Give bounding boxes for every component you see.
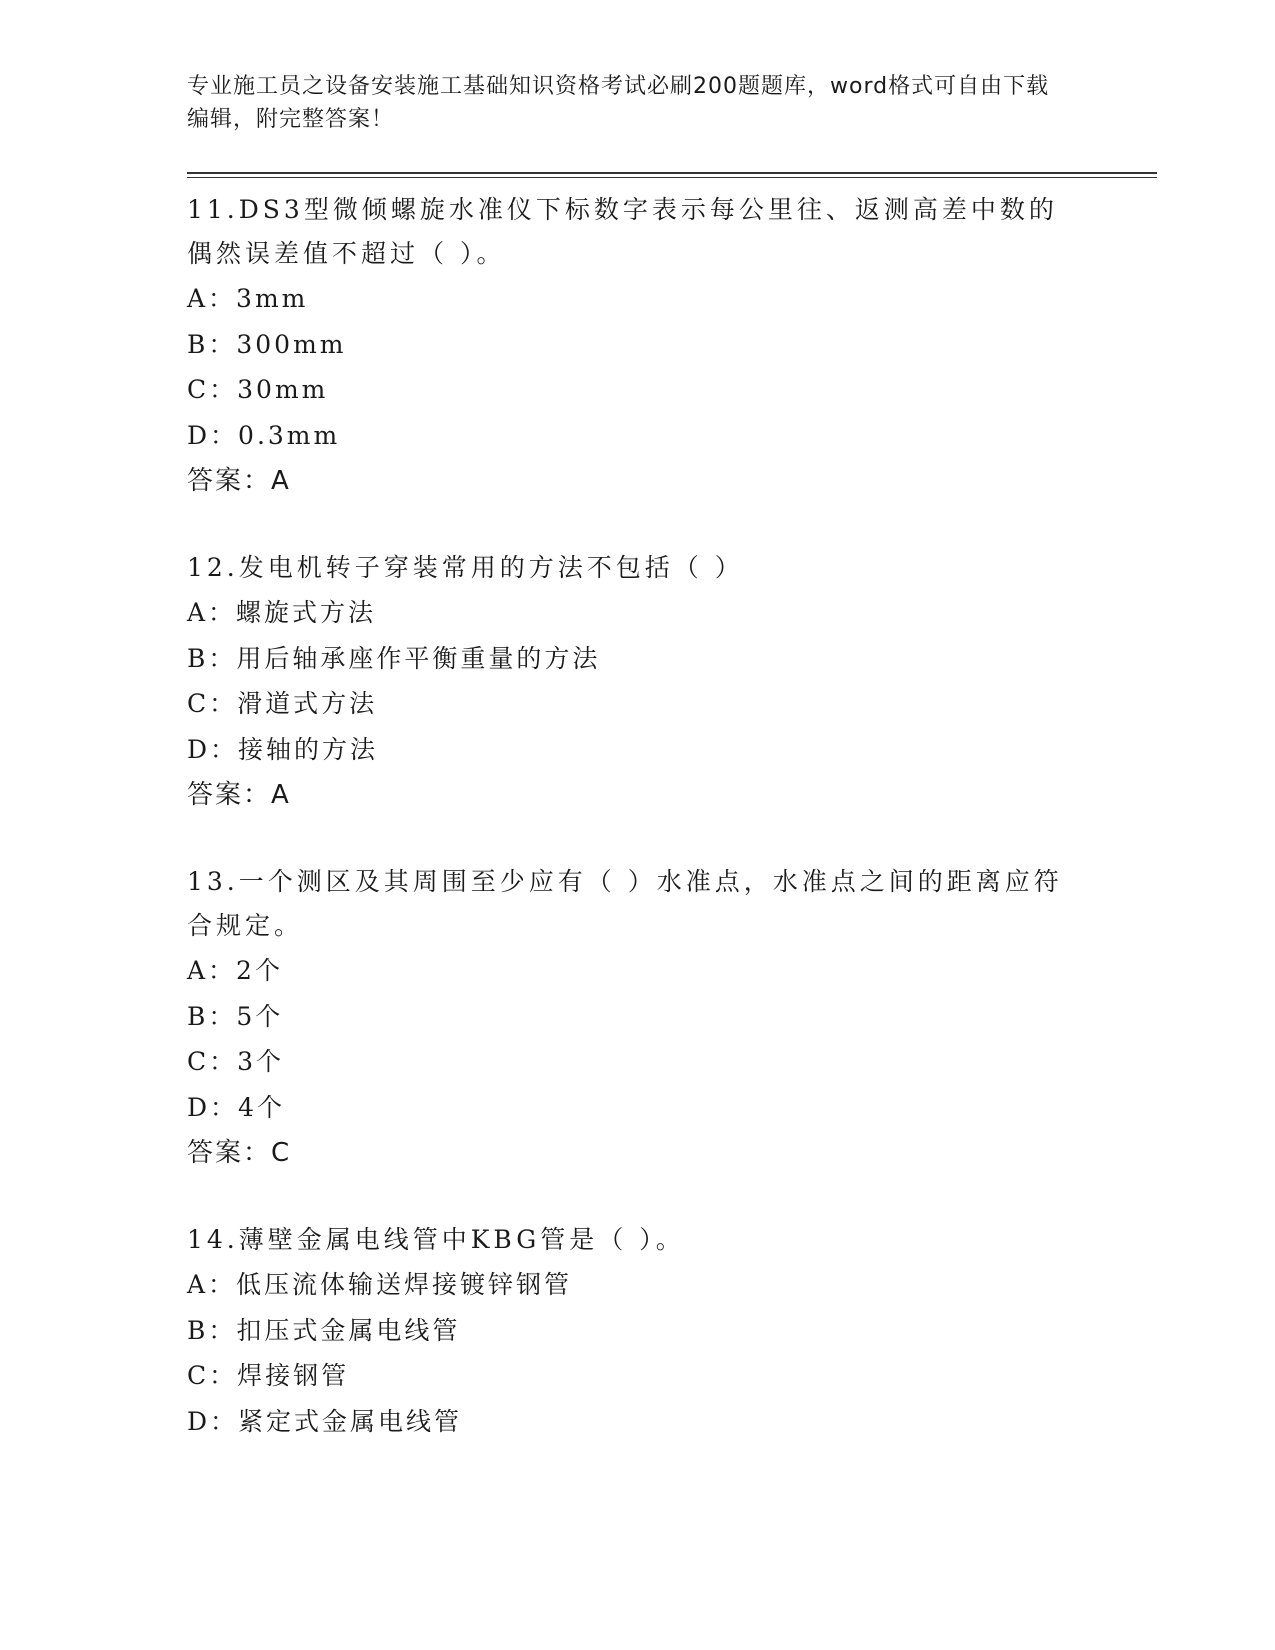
answer: 答案：C (187, 1138, 292, 1168)
question-stem: 13.一个测区及其周围至少应有（ ）水准点，水准点之间的距离应符合规定。 (187, 867, 1063, 940)
option-c: C：30mm (187, 375, 329, 404)
option-d: D：4个 (187, 1092, 285, 1122)
option-b: B：用后轴承座作平衡重量的方法 (187, 643, 601, 673)
question-13 (187, 860, 1157, 1176)
answer: 答案：A (187, 780, 291, 810)
question-stem: 14.薄壁金属电线管中KBG管是（ ）。 (187, 1225, 685, 1254)
option-c: C：3个 (187, 1047, 285, 1076)
question-11 (187, 188, 1157, 504)
option-c: C：焊接钢管 (187, 1361, 350, 1390)
option-c: C：滑道式方法 (187, 689, 378, 718)
option-d: D：接轴的方法 (187, 734, 379, 764)
option-a: A：螺旋式方法 (187, 598, 377, 627)
option-a: A：3mm (187, 284, 309, 313)
answer: 答案：A (187, 466, 291, 496)
question-14 (187, 1218, 1157, 1444)
option-a: A：2个 (187, 956, 283, 985)
question-stem: 12.发电机转子穿装常用的方法不包括（ ） (187, 553, 744, 582)
document-page (187, 70, 1157, 1486)
option-b: B：300mm (187, 329, 347, 359)
question-12 (187, 546, 1157, 818)
option-b: B：扣压式金属电线管 (187, 1315, 461, 1345)
document-header: 专业施工员之设备安装施工基础知识资格考试必刷200题题库，word格式可自由下载编辑，附完整答案！ (187, 74, 1050, 132)
option-d: D：紧定式金属电线管 (187, 1406, 463, 1436)
question-stem: 11.DS3型微倾螺旋水准仪下标数字表示每公里往、返测高差中数的偶然误差值不超过（ ）。 (187, 195, 1058, 268)
option-a: A：低压流体输送焊接镀锌钢管 (187, 1270, 573, 1299)
option-b: B：5个 (187, 1001, 284, 1031)
option-d: D：0.3mm (187, 420, 341, 450)
header-divider (187, 172, 1157, 178)
